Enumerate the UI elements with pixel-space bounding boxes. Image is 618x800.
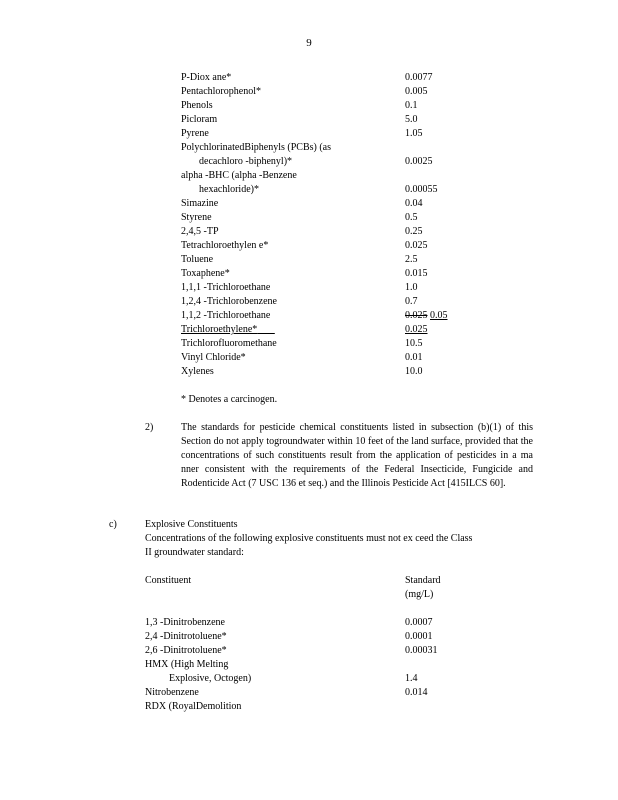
item-2-paragraph: The standards for pesticide chemical constituents listed in subsection (b)(1) of this Section do not apply togroundwater within 10 feet of the land surface, provided that the concentrations of such constituents result from the application of pesticides in a ma nner consistent with the requirements of the Federal Insecticide, Fungicide and Rodenticide Act (7 USC 136 et seq.) and the Illinois Pesticide Act [415ILCS 60]. bbox=[181, 422, 533, 489]
inserted-new-value: 0.05 bbox=[430, 310, 448, 321]
standard-value: 0.015 bbox=[405, 268, 428, 279]
standard-value: 0.0077 bbox=[405, 72, 433, 83]
constituent-name: Xylenes bbox=[181, 366, 214, 377]
standard-value: 0.0025 bbox=[405, 156, 433, 167]
amended-standard-value bbox=[405, 309, 448, 323]
standard-value: 0.00031 bbox=[405, 645, 438, 656]
standard-value: 5.0 bbox=[405, 114, 418, 125]
constituent-name: Tetrachloroethylen e* bbox=[181, 240, 269, 251]
constituent-name: Pentachlorophenol* bbox=[181, 86, 261, 97]
standard-value: 1.0 bbox=[405, 282, 418, 293]
constituent-name: 1,3 -Dinitrobenzene bbox=[145, 617, 225, 628]
constituent-name-continued: hexachloride)* bbox=[199, 184, 259, 195]
constituent-name: Styrene bbox=[181, 212, 212, 223]
constituent-name: Vinyl Chloride* bbox=[181, 352, 246, 363]
standard-value: 0.0001 bbox=[405, 631, 433, 642]
standard-value: 0.1 bbox=[405, 100, 418, 111]
constituent-name: 1,2,4 -Trichlorobenzene bbox=[181, 296, 277, 307]
standard-value: 0.005 bbox=[405, 86, 428, 97]
section-c-intro: Concentrations of the following explosive constituents must not ex ceed the Class bbox=[145, 533, 473, 544]
constituent-name: Toxaphene* bbox=[181, 268, 230, 279]
carcinogen-footnote: * Denotes a carcinogen. bbox=[181, 394, 278, 405]
constituent-name: Trichloroethylene* bbox=[181, 324, 258, 335]
standard-value: 10.5 bbox=[405, 338, 423, 349]
section-c-label: c) bbox=[109, 519, 117, 530]
standard-value: 0.0007 bbox=[405, 617, 433, 628]
constituent-name: alpha -BHC (alpha -Benzene bbox=[181, 170, 297, 181]
constituent-name: Trichlorofluoromethane bbox=[181, 338, 277, 349]
section-c-heading: Explosive Constituents bbox=[145, 519, 238, 530]
standard-value: 0.7 bbox=[405, 296, 418, 307]
constituent-name-continued: Explosive, Octogen) bbox=[169, 673, 252, 684]
column-header-units: (mg/L) bbox=[405, 589, 434, 600]
constituent-name: Simazine bbox=[181, 198, 219, 209]
standard-value: 0.025 bbox=[405, 240, 428, 251]
constituent-name: 1,1,2 -Trichloroethane bbox=[181, 310, 271, 321]
constituent-name: Picloram bbox=[181, 114, 218, 125]
constituent-name: P-Diox ane* bbox=[181, 72, 232, 83]
standard-value: 10.0 bbox=[405, 366, 423, 377]
standard-value: 2.5 bbox=[405, 254, 418, 265]
constituent-name: Pyrene bbox=[181, 128, 209, 139]
standard-value: 0.025 bbox=[405, 324, 428, 335]
constituent-name: PolychlorinatedBiphenyls (PCBs) (as bbox=[181, 142, 331, 153]
column-header-constituent: Constituent bbox=[145, 575, 192, 586]
item-2-label: 2) bbox=[145, 422, 154, 433]
constituent-name-continued: decachloro -biphenyl)* bbox=[199, 156, 293, 167]
standard-value: 0.01 bbox=[405, 352, 423, 363]
constituent-name: HMX (High Melting bbox=[145, 659, 229, 670]
constituent-name: 2,4,5 -TP bbox=[181, 226, 219, 237]
standard-value: 0.5 bbox=[405, 212, 418, 223]
standard-value: 1.05 bbox=[405, 128, 423, 139]
standard-value: 0.014 bbox=[405, 687, 428, 698]
standard-value: 1.4 bbox=[405, 673, 418, 684]
standard-value: 0.25 bbox=[405, 226, 423, 237]
standard-value: 0.04 bbox=[405, 198, 423, 209]
constituent-name: 1,1,1 -Trichloroethane bbox=[181, 282, 271, 293]
constituent-name: 2,4 -Dinitrotoluene* bbox=[145, 631, 227, 642]
constituent-name: Phenols bbox=[181, 100, 213, 111]
constituent-name: Toluene bbox=[181, 254, 214, 265]
struck-old-value: 0.025 bbox=[405, 310, 428, 321]
section-c-intro-continued: II groundwater standard: bbox=[145, 547, 244, 558]
constituent-name: 2,6 -Dinitrotoluene* bbox=[145, 645, 227, 656]
standard-value: 0.00055 bbox=[405, 184, 438, 195]
column-header-standard: Standard bbox=[405, 575, 441, 586]
page-number: 9 bbox=[306, 37, 312, 49]
constituent-name: RDX (RoyalDemolition bbox=[145, 701, 242, 712]
constituent-name: Nitrobenzene bbox=[145, 687, 199, 698]
